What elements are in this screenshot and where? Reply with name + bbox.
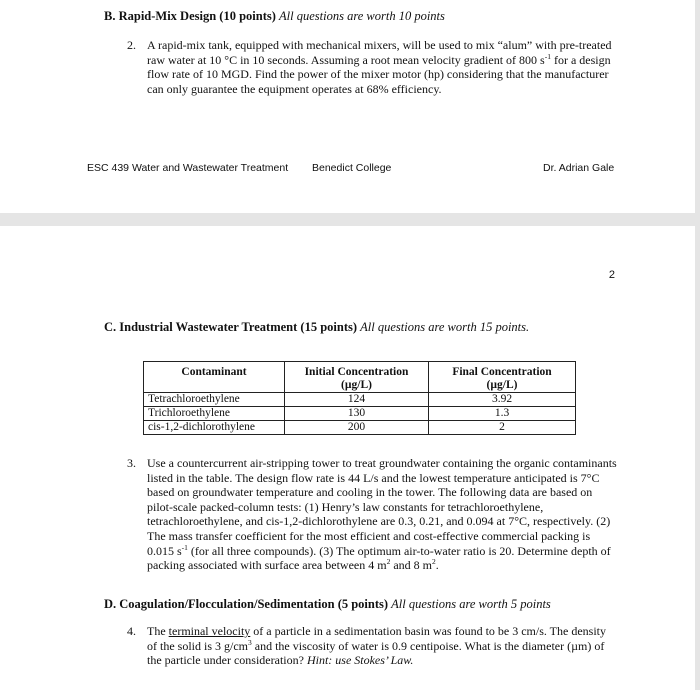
cell-final: 2: [429, 421, 576, 435]
cell-initial: 130: [285, 407, 429, 421]
table-unit-row: [144, 379, 576, 393]
question-2-text: A rapid-mix tank, equipped with mechanical mixers, will be used to mix “alum” with pre-treated raw water at 10 °C in 10 seconds. Assuming a root mean velocity gradient of 800 $s^{-1}$ for a design flow rate of 10 MGD. Find the power of the mixer motor (hp) considering that the manufacturer can only guarantee the equipment operates at 68% efficiency.: [147, 38, 612, 96]
cell-final: 3.92: [429, 393, 576, 407]
cell-contaminant: Tetrachloroethylene: [144, 393, 285, 407]
question-3: [127, 456, 617, 573]
table-row: [144, 407, 576, 421]
page-1: [0, 0, 695, 213]
section-d-label: D. Coagulation/Flocculation/Sedimentation (5 points): [104, 597, 389, 611]
section-b-heading: [104, 9, 445, 24]
contaminant-table: [143, 361, 576, 435]
section-d-heading: [104, 597, 551, 612]
cell-final: 1.3: [429, 407, 576, 421]
unit-initial: (µg/L): [285, 379, 429, 393]
question-4: [127, 624, 617, 668]
section-c-note: All questions are worth 15 points.: [360, 320, 530, 334]
header-final: Final Concentration: [429, 362, 576, 380]
cell-contaminant: cis-1,2-dichlorothylene: [144, 421, 285, 435]
section-c-label: C. Industrial Wastewater Treatment (15 points): [104, 320, 358, 334]
section-b-label: B. Rapid-Mix Design (10 points): [104, 9, 276, 23]
hint-text: Hint: use Stokes’ Law.: [306, 653, 414, 668]
question-3-number: 3.: [127, 456, 136, 470]
section-d-note: All questions are worth 5 points: [391, 597, 551, 611]
section-b-note: All questions are worth 10 points: [279, 9, 445, 23]
unit-contaminant: [144, 379, 285, 393]
table-row: [144, 393, 576, 407]
footer-school: Benedict College: [312, 162, 392, 174]
page-number: 2: [608, 269, 615, 281]
page-2: [0, 226, 695, 690]
question-2: [127, 38, 617, 96]
question-2-number: 2.: [127, 38, 136, 52]
footer-instructor: Dr. Adrian Gale: [543, 162, 615, 174]
unit-final: (µg/L): [429, 379, 576, 393]
section-c-heading: [104, 320, 529, 335]
terminal-velocity-term: terminal velocity: [168, 624, 251, 638]
cell-initial: 124: [285, 393, 429, 407]
cell-contaminant: Trichloroethylene: [144, 407, 285, 421]
cell-initial: 200: [285, 421, 429, 435]
table-row: [144, 421, 576, 435]
question-3-text: Use a countercurrent air-stripping tower to treat groundwater containing the organic contaminants listed in the table. The design flow rate is 44 L/s and the lowest temperature anticipated is 7°C based on groundwater temperature and cooling in the tower. The following data are based on pilot-scale packed-column tests: (1) Henry’s law constants for tetrachloroethylene, tetrachloroethylene, and cis-1,2-dichlorothylene are 0.3, 0.21, and 0.094 at 7°C, respectively. (2) The mass transfer coefficient for the most efficient and cost-effective commercial packing is 0.015 $s^{-1}$ (for all three compounds). (3) The optimum air-to-water ratio is 20. Determine depth of packing associated with surface area between 4 $m^2$ and 8 $m^2$.: [147, 456, 617, 573]
question-4-number: 4.: [127, 624, 136, 638]
header-initial: Initial Concentration: [285, 362, 429, 380]
header-contaminant: Contaminant: [144, 362, 285, 380]
footer-course: ESC 439 Water and Wastewater Treatment: [87, 162, 289, 174]
table-header-row: [144, 362, 576, 380]
question-4-text: The terminal velocity of a particle in a sedimentation basin was found to be 3 cm/s. The density of the solid is 3 $g/cm^3$ and the viscosity of water is 0.9 centipoise. What is the diameter (µm) of the particle under consideration? Hint: use Stokes’ Law.: [147, 624, 606, 668]
